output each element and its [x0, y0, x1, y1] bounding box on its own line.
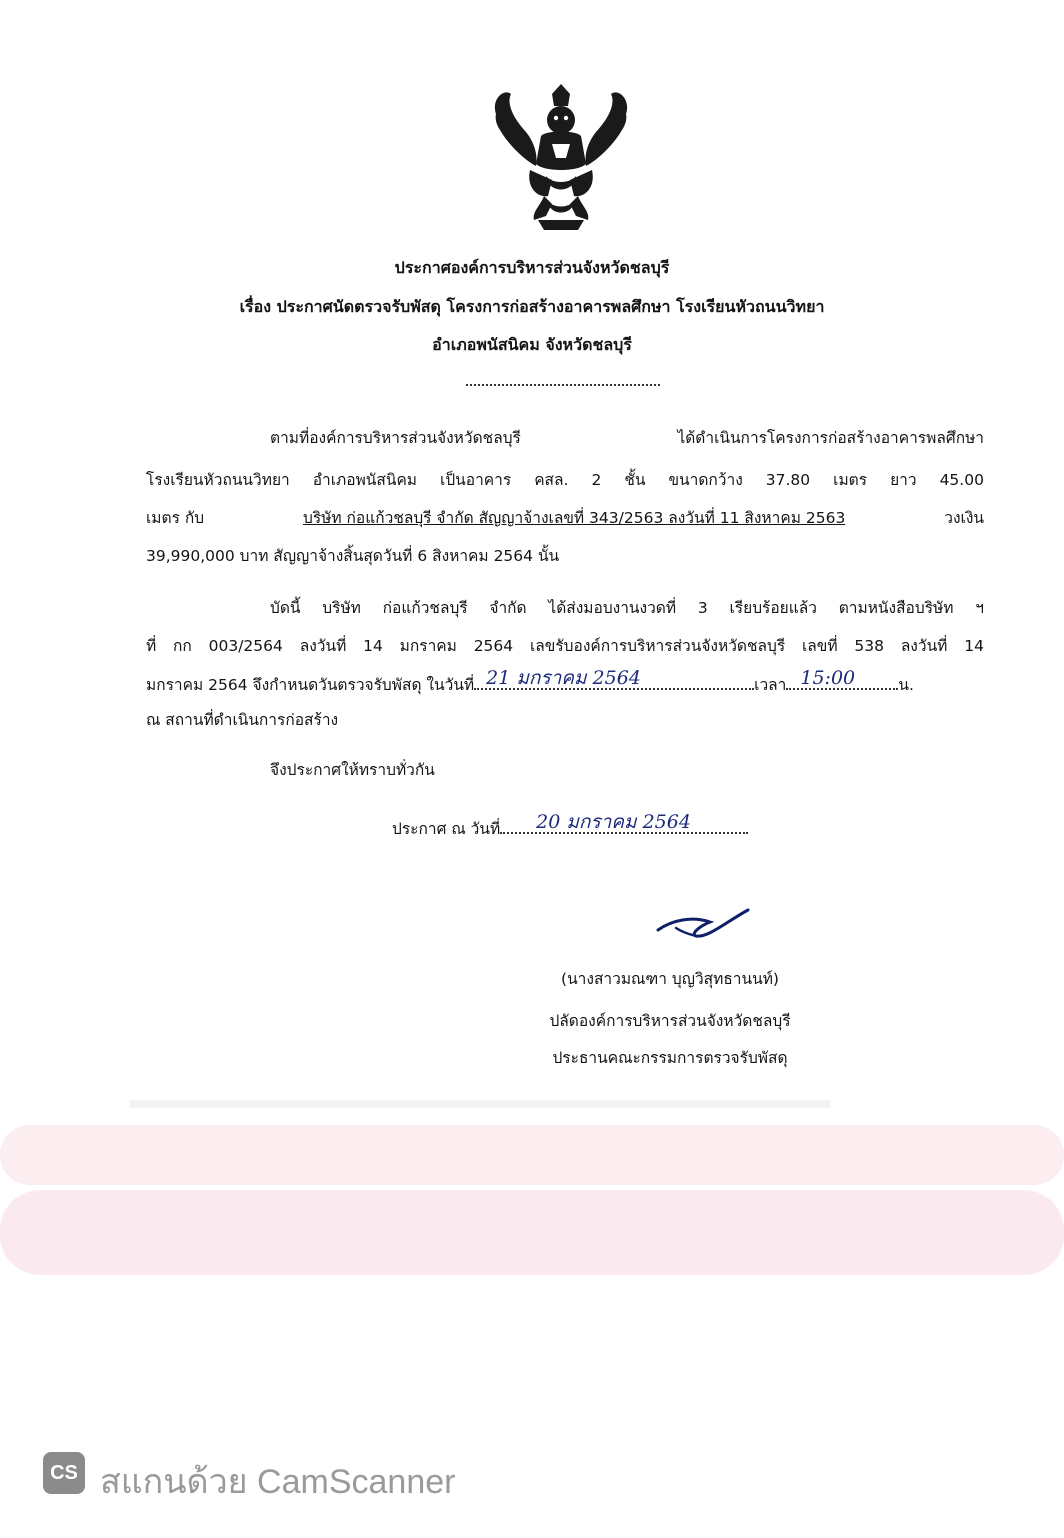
word: ได้ส่งมอบงานงวดที่ — [548, 599, 677, 617]
word: โรงเรียนหัวถนนวิทยา — [146, 471, 290, 489]
scan-artifact — [130, 1100, 830, 1108]
inspection-time-field — [786, 667, 898, 690]
word: เมตร — [833, 471, 868, 489]
word: ชั้น — [624, 471, 646, 489]
word: เรียบร้อยแล้ว — [729, 599, 817, 617]
para1-line1 — [270, 428, 984, 448]
word: ขนาดกว้าง — [668, 471, 743, 489]
word: มกราคม — [399, 637, 457, 655]
word: เมตร กับ — [146, 509, 205, 527]
para1-line2 — [146, 470, 984, 490]
word: ลงวันที่ — [900, 637, 948, 655]
announce-label: ประกาศ ณ วันที่ — [392, 820, 501, 838]
para1-line1-part: ได้ดำเนินการโครงการก่อสร้างอาคารพลศึกษา — [677, 429, 984, 447]
time-label: เวลา — [754, 676, 787, 694]
word: ยาว — [890, 471, 917, 489]
inspection-date-field — [474, 667, 754, 690]
signatory-role: ประธานคณะกรรมการตรวจรับพัสดุ — [552, 1049, 788, 1067]
contract-details: บริษัท ก่อแก้วชลบุรี จำกัด สัญญาจ้างเลขที่ 343/2563 ลงวันที่ 11 สิงหาคม 2563 — [303, 509, 846, 527]
word: 538 — [854, 637, 884, 655]
word: 003/2564 — [208, 637, 283, 655]
para1-line1-part: ตามที่องค์การบริหารส่วนจังหวัดชลบุรี — [270, 429, 521, 447]
word: 2 — [591, 471, 602, 489]
word: ตามหนังสือบริษัท — [838, 599, 954, 617]
camscanner-watermark: สแกนด้วย CamScanner — [100, 1463, 456, 1501]
time-unit: น. — [898, 676, 914, 694]
signature-image — [652, 900, 752, 950]
scan-artifact — [0, 1125, 1064, 1185]
signatory-name: (นางสาวมณฑา บุญวิสุทธานนท์) — [561, 970, 779, 988]
word: ที่ — [146, 637, 157, 655]
word: 2564 — [473, 637, 514, 655]
garuda-emblem-icon — [486, 84, 636, 232]
scan-artifact — [0, 1190, 1064, 1275]
signatory-position: ปลัดองค์การบริหารส่วนจังหวัดชลบุรี — [549, 1012, 791, 1030]
word: วงเงิน — [944, 509, 984, 527]
word: 14 — [964, 637, 984, 655]
announcement-date-line — [392, 811, 748, 839]
announcement-title: ประกาศองค์การบริหารส่วนจังหวัดชลบุรี — [394, 258, 670, 277]
word: บัดนี้ — [270, 599, 301, 617]
word: 45.00 — [939, 471, 984, 489]
para2-line3 — [146, 667, 986, 695]
word: มกราคม 2564 จึงกำหนดวันตรวจรับพัสดุ ในวันที่ — [146, 676, 475, 694]
para1-line4: 39,990,000 บาท สัญญาจ้างสิ้นสุดวันที่ 6 สิงหาคม 2564 นั้น — [146, 547, 560, 565]
para2-line2 — [146, 636, 984, 656]
word: คสล. — [534, 471, 569, 489]
camscanner-logo-text: CS — [50, 1461, 78, 1484]
para2-line1 — [270, 598, 984, 618]
handwritten-inspection-date: 21 มกราคม 2564 — [486, 667, 641, 689]
word: 14 — [363, 637, 383, 655]
word: 37.80 — [765, 471, 811, 489]
word: เป็นอาคาร — [440, 471, 512, 489]
announce-date-field — [500, 811, 748, 834]
announcement-location: อำเภอพนัสนิคม จังหวัดชลบุรี — [432, 335, 632, 354]
camscanner-logo-icon — [43, 1452, 85, 1494]
word: ก่อแก้วชลบุรี — [382, 599, 468, 617]
handwritten-announce-date: 20 มกราคม 2564 — [536, 811, 691, 833]
closing-statement: จึงประกาศให้ทราบทั่วกัน — [270, 761, 435, 779]
para1-line3 — [146, 508, 984, 528]
word: จำกัด — [489, 599, 527, 617]
announcement-subject: เรื่อง ประกาศนัดตรวจรับพัสดุ โครงการก่อสร้างอาคารพลศึกษา โรงเรียนหัวถนนวิทยา — [239, 297, 825, 316]
word: เลขที่ — [801, 637, 838, 655]
word: ลงวันที่ — [299, 637, 347, 655]
header-divider — [466, 370, 660, 386]
handwritten-inspection-time: 15:00 — [800, 667, 856, 689]
word: อำเภอพนัสนิคม — [312, 471, 418, 489]
word: ฯ — [975, 599, 984, 617]
para2-line4: ณ สถานที่ดำเนินการก่อสร้าง — [146, 711, 339, 729]
word: กก — [173, 637, 192, 655]
word: เลขรับองค์การบริหารส่วนจังหวัดชลบุรี — [529, 637, 786, 655]
word: บริษัท — [322, 599, 361, 617]
word: 3 — [697, 599, 708, 617]
